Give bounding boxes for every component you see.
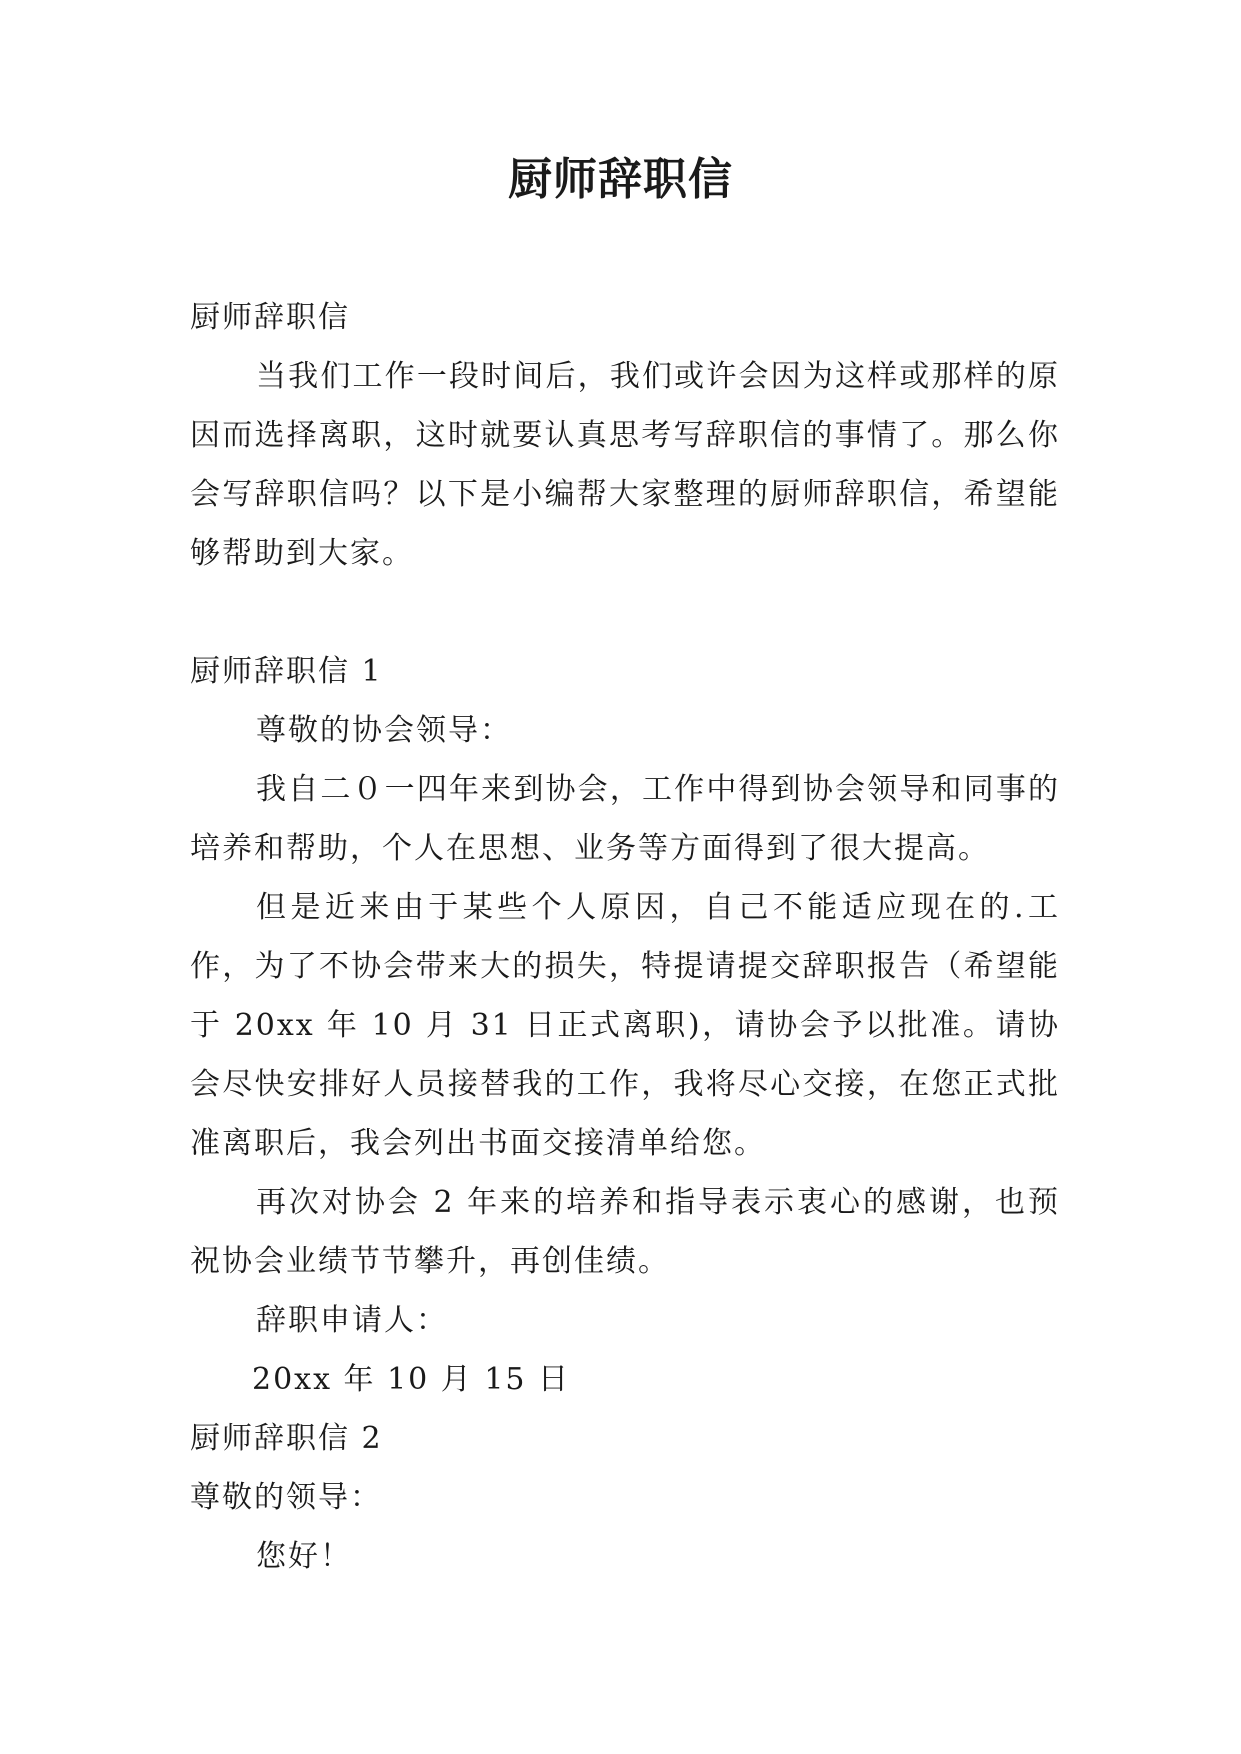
letter1-signature: 辞职申请人： bbox=[256, 1303, 448, 1338]
letter1-heading: 厨师辞职信 1 bbox=[190, 654, 383, 689]
document-title: 厨师辞职信 bbox=[508, 154, 733, 205]
letter2-salutation: 尊敬的领导： bbox=[190, 1480, 382, 1515]
intro-paragraph: 当我们工作一段时间后，我们或许会因为这样或那样的原因而选择离职，这时就要认真思考写辞职信的事情了。那么你会写辞职信吗？以下是小编帮大家整理的厨师辞职信，希望能够帮助到大家。 bbox=[190, 359, 1060, 571]
letter1-date: 20xx 年 10 月 15 日 bbox=[252, 1362, 571, 1397]
letter1-paragraph-2: 但是近来由于某些个人原因，自己不能适应现在的.工作，为了不协会带来大的损失，特提请提交辞职报告（希望能于 20xx 年 10 月 31 日正式离职)，请协会予以批准。请协会尽快安排好人员接替我的工作，我将尽心交接，在您正式批准离职后，我会列出书面交接清单给您。 bbox=[190, 890, 1060, 1161]
letter2-greeting: 您好！ bbox=[256, 1539, 352, 1574]
letter2-heading: 厨师辞职信 2 bbox=[190, 1421, 383, 1456]
section-spacer bbox=[190, 583, 1060, 642]
letter1-paragraph-3: 再次对协会 2 年来的培养和指导表示衷心的感谢，也预祝协会业绩节节攀升，再创佳绩。 bbox=[190, 1185, 1060, 1279]
letter1-salutation: 尊敬的协会领导： bbox=[256, 713, 512, 748]
letter1-paragraph-1: 我自二０一四年来到协会，工作中得到协会领导和同事的培养和帮助，个人在思想、业务等方面得到了很大提高。 bbox=[190, 772, 1060, 866]
document-body bbox=[190, 288, 1060, 1586]
intro-heading: 厨师辞职信 bbox=[190, 300, 350, 335]
